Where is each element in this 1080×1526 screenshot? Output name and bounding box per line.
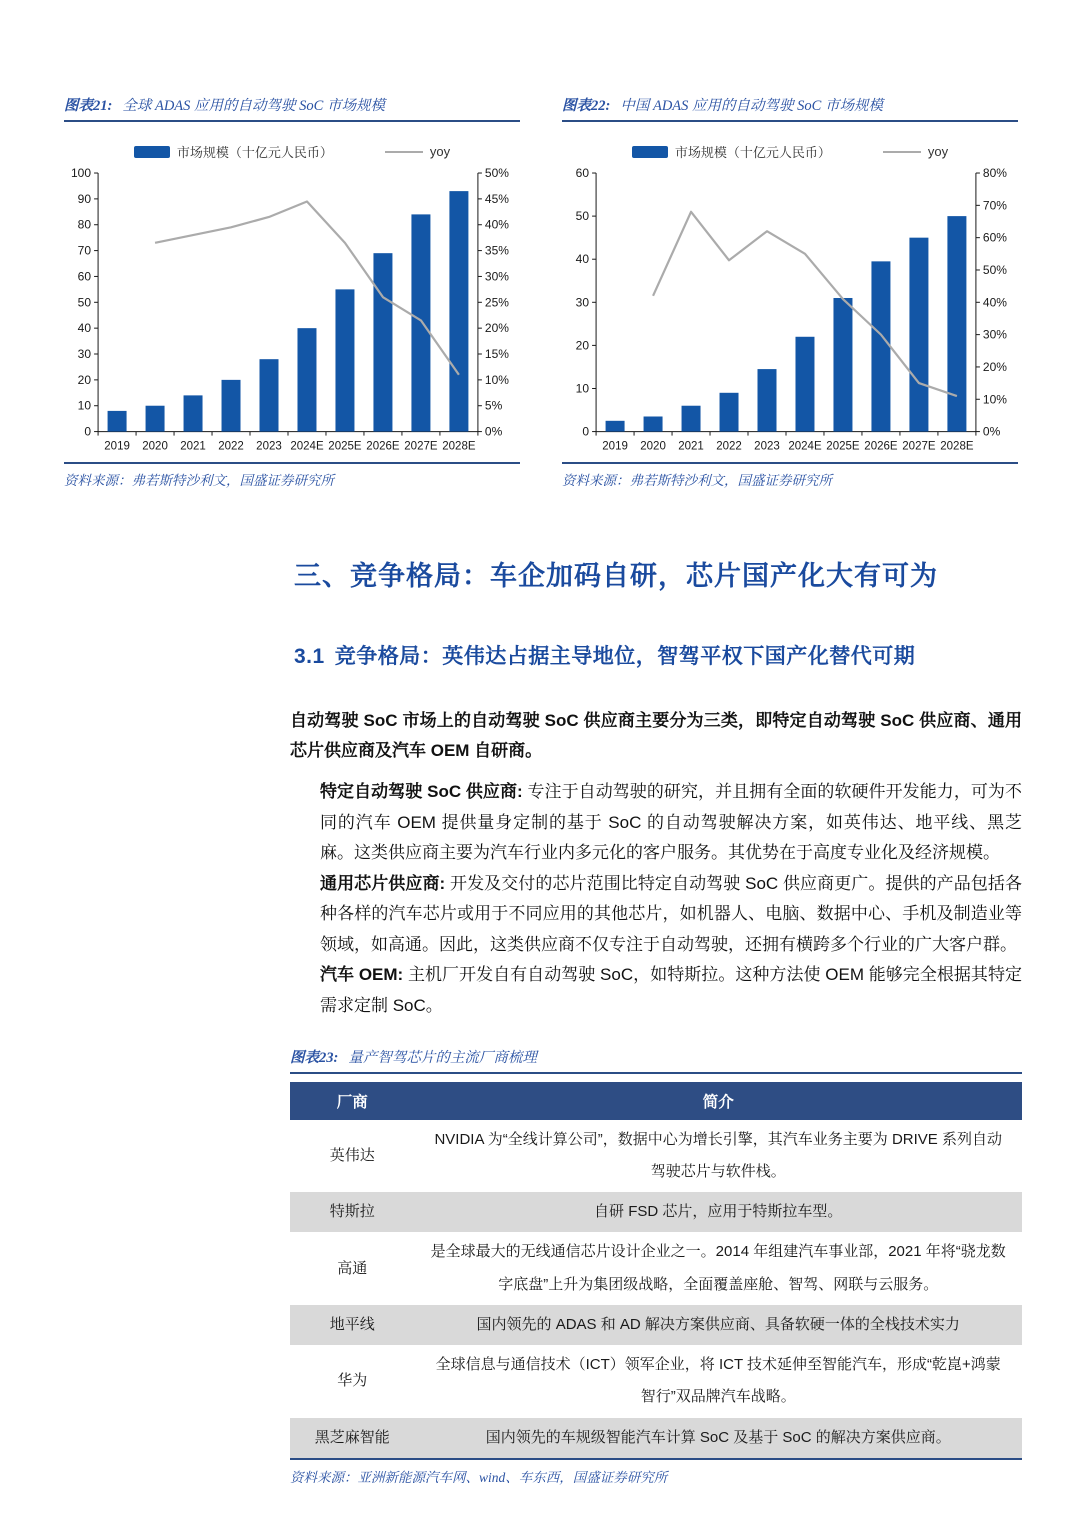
legend-label-yoy: yoy (927, 144, 949, 159)
svg-text:2020: 2020 (142, 440, 168, 453)
svg-text:2026E: 2026E (864, 440, 898, 453)
vendor-table (290, 1082, 1022, 1458)
figure-22-legend (562, 142, 1018, 161)
table-row (290, 1418, 1022, 1458)
svg-text:20%: 20% (484, 321, 509, 336)
svg-text:50%: 50% (484, 166, 509, 181)
vendor-cell: 华为 (337, 1372, 368, 1390)
vendor-cell: 高通 (337, 1259, 368, 1277)
svg-text:10: 10 (575, 381, 590, 396)
desc-cell: NVIDIA 为“全线计算公司”，数据中心为增长引擎，其汽车业务主要为 DRIVE 系列自动驾驶芯片与软件栈。 (434, 1130, 1002, 1180)
svg-text:80%: 80% (982, 166, 1007, 181)
svg-text:40%: 40% (982, 295, 1007, 310)
figure-21-label: 图表21: (64, 98, 113, 114)
svg-text:2021: 2021 (678, 440, 704, 453)
svg-text:60: 60 (77, 269, 92, 284)
line-swatch-icon (883, 151, 921, 153)
vendor-cell: 黑芝麻智能 (314, 1428, 390, 1446)
subsection-title: 竞争格局：英伟达占据主导地位，智驾平权下国产化替代可期 (334, 644, 916, 668)
bar-swatch-icon (134, 146, 170, 158)
chart-22-canvas (562, 163, 1018, 460)
figure-23-title-text: 量产智驾芯片的主流厂商梳理 (348, 1049, 537, 1066)
figure-22 (562, 94, 1018, 489)
bar-swatch-icon (632, 146, 668, 158)
svg-text:2024E: 2024E (290, 440, 324, 453)
vendor-cell: 地平线 (329, 1315, 375, 1333)
svg-text:2022: 2022 (716, 440, 742, 453)
table-row (290, 1120, 1022, 1193)
svg-text:80: 80 (77, 217, 92, 232)
svg-text:2021: 2021 (180, 440, 206, 453)
charts-row (0, 0, 1080, 489)
svg-text:2027E: 2027E (902, 440, 936, 453)
svg-text:0%: 0% (982, 424, 1001, 439)
svg-text:30: 30 (77, 347, 92, 362)
figure-22-source: 资料来源：弗若斯特沙利文，国盛证券研究所 (562, 462, 1018, 489)
section-heading: 三、竞争格局：车企加码自研，芯片国产化大有可为 (294, 560, 938, 591)
svg-text:2019: 2019 (602, 440, 628, 453)
svg-text:70%: 70% (982, 198, 1007, 213)
svg-text:30%: 30% (982, 327, 1007, 342)
supplier-text: 专注于自动驾驶的研究，并且拥有全面的软硬件开发能力，可为不同的汽车 OEM 提供量身定制的基于 SoC 的自动驾驶解决方案，如英伟达、地平线、黑芝麻。这类供应商主要为汽车行业内多元化的客户服务。其优势在于高度专业化及经济规模。 (320, 781, 1022, 863)
legend-label-market-size: 市场规模（十亿元人民币） (674, 145, 831, 160)
figure-21-title (64, 94, 520, 122)
svg-text:25%: 25% (484, 295, 509, 310)
svg-text:10: 10 (77, 398, 92, 413)
svg-text:10%: 10% (484, 372, 509, 387)
svg-text:10%: 10% (982, 392, 1007, 407)
supplier-paragraph-general (320, 869, 1022, 961)
subsection-heading (294, 640, 1022, 670)
figure-22-label: 图表22: (562, 98, 611, 114)
figure-22-title (562, 94, 1018, 122)
legend-label-market-size: 市场规模（十亿元人民币） (176, 145, 333, 160)
legend-item-market-size (632, 142, 831, 161)
table-row (290, 1345, 1022, 1418)
figure-21-title-text: 全球 ADAS 应用的自动驾驶 SoC 市场规模 (122, 98, 385, 114)
figure-21-source: 资料来源：弗若斯特沙利文，国盛证券研究所 (64, 462, 520, 489)
svg-text:5%: 5% (484, 398, 503, 413)
chart-21-canvas (64, 163, 520, 460)
svg-text:20%: 20% (982, 359, 1007, 374)
svg-text:2027E: 2027E (404, 440, 438, 453)
vendor-column-header: 厂商 (290, 1082, 414, 1120)
svg-text:60: 60 (575, 166, 590, 181)
svg-text:2025E: 2025E (328, 440, 362, 453)
supplier-label: 特定自动驾驶 SoC 供应商: (320, 781, 523, 801)
svg-text:20: 20 (77, 372, 92, 387)
figure-21-legend (64, 142, 520, 161)
supplier-label: 汽车 OEM: (320, 965, 404, 985)
desc-cell: 全球信息与通信技术（ICT）领军企业，将 ICT 技术延伸至智能汽车，形成“乾崑+鸿蒙智行”双品牌汽车战略。 (435, 1356, 1001, 1406)
intro-paragraph: 自动驾驶 SoC 市场上的自动驾驶 SoC 供应商主要分为三类，即特定自动驾驶 SoC 供应商、通用芯片供应商及汽车 OEM 自研商。 (290, 710, 1022, 761)
svg-text:40: 40 (575, 252, 590, 267)
svg-text:40: 40 (77, 321, 92, 336)
supplier-paragraphs (320, 777, 1022, 1022)
svg-text:45%: 45% (484, 191, 509, 206)
svg-text:2026E: 2026E (366, 440, 400, 453)
supplier-text: 主机厂开发自有自动驾驶 SoC，如特斯拉。这种方法使 OEM 能够完全根据其特定需求定制 SoC。 (320, 965, 1022, 1016)
svg-text:20: 20 (575, 338, 590, 353)
svg-text:2025E: 2025E (826, 440, 860, 453)
desc-cell: 是全球最大的无线通信芯片设计企业之一。2014 年组建汽车事业部，2021 年将“骁龙数字底盘”上升为集团级战略，全面覆盖座舱、智驾、网联与云服务。 (430, 1243, 1006, 1293)
table-header-row (290, 1082, 1022, 1120)
desc-column-header: 简介 (414, 1082, 1022, 1120)
figure-23-title (290, 1046, 1022, 1074)
line-swatch-icon (385, 151, 423, 153)
legend-label-yoy: yoy (429, 144, 451, 159)
svg-text:40%: 40% (484, 217, 509, 232)
svg-text:50: 50 (77, 295, 92, 310)
svg-text:70: 70 (77, 243, 92, 258)
svg-text:35%: 35% (484, 243, 509, 258)
supplier-label: 通用芯片供应商: (320, 873, 446, 893)
svg-text:2023: 2023 (256, 440, 282, 453)
figure-21 (64, 94, 520, 489)
legend-item-yoy (883, 144, 948, 159)
desc-cell: 自研 FSD 芯片，应用于特斯拉车型。 (594, 1203, 843, 1221)
legend-item-yoy (385, 144, 450, 159)
svg-text:2019: 2019 (104, 440, 130, 453)
table-row (290, 1192, 1022, 1232)
svg-text:2023: 2023 (754, 440, 780, 453)
svg-text:50: 50 (575, 209, 590, 224)
table-row (290, 1232, 1022, 1305)
svg-text:50%: 50% (982, 262, 1007, 277)
subsection-number: 3.1 (294, 644, 325, 668)
desc-cell: 国内领先的车规级智能汽车计算 SoC 及基于 SoC 的解决方案供应商。 (485, 1428, 951, 1446)
table-row (290, 1305, 1022, 1345)
desc-cell: 国内领先的 ADAS 和 AD 解决方案供应商、具备软硬一体的全栈技术实力 (476, 1315, 960, 1333)
supplier-text: 开发及交付的芯片范围比特定自动驾驶 SoC 供应商更广。提供的产品包括各种各样的汽车芯片或用于不同应用的其他芯片，如机器人、电脑、数据中心、手机及制造业等领域，如高通。因此，这类供应商不仅专注于自动驾驶，还拥有横跨多个行业的广大客户群。 (320, 873, 1022, 954)
svg-text:60%: 60% (982, 230, 1007, 245)
supplier-paragraph-oem (320, 960, 1022, 1021)
svg-text:2022: 2022 (218, 440, 244, 453)
vendor-cell: 英伟达 (329, 1146, 375, 1164)
figure-23-source: 资料来源：亚洲新能源汽车网、wind、车东西，国盛证券研究所 (290, 1458, 1022, 1486)
svg-text:2028E: 2028E (442, 440, 476, 453)
figure-23 (290, 1046, 1022, 1486)
svg-text:2020: 2020 (640, 440, 666, 453)
supplier-paragraph-dedicated (320, 777, 1022, 869)
svg-text:100: 100 (71, 166, 92, 181)
legend-item-market-size (134, 142, 333, 161)
svg-text:2024E: 2024E (788, 440, 822, 453)
svg-text:0: 0 (582, 424, 590, 439)
vendor-cell: 特斯拉 (329, 1203, 375, 1221)
svg-text:2028E: 2028E (940, 440, 974, 453)
figure-23-label: 图表23: (290, 1049, 339, 1066)
figure-22-title-text: 中国 ADAS 应用的自动驾驶 SoC 市场规模 (620, 98, 883, 114)
svg-text:0%: 0% (484, 424, 503, 439)
svg-text:15%: 15% (484, 347, 509, 362)
svg-text:30: 30 (575, 295, 590, 310)
svg-text:90: 90 (77, 191, 92, 206)
text-column (0, 559, 1080, 1486)
svg-text:0: 0 (84, 424, 92, 439)
svg-text:30%: 30% (484, 269, 509, 284)
